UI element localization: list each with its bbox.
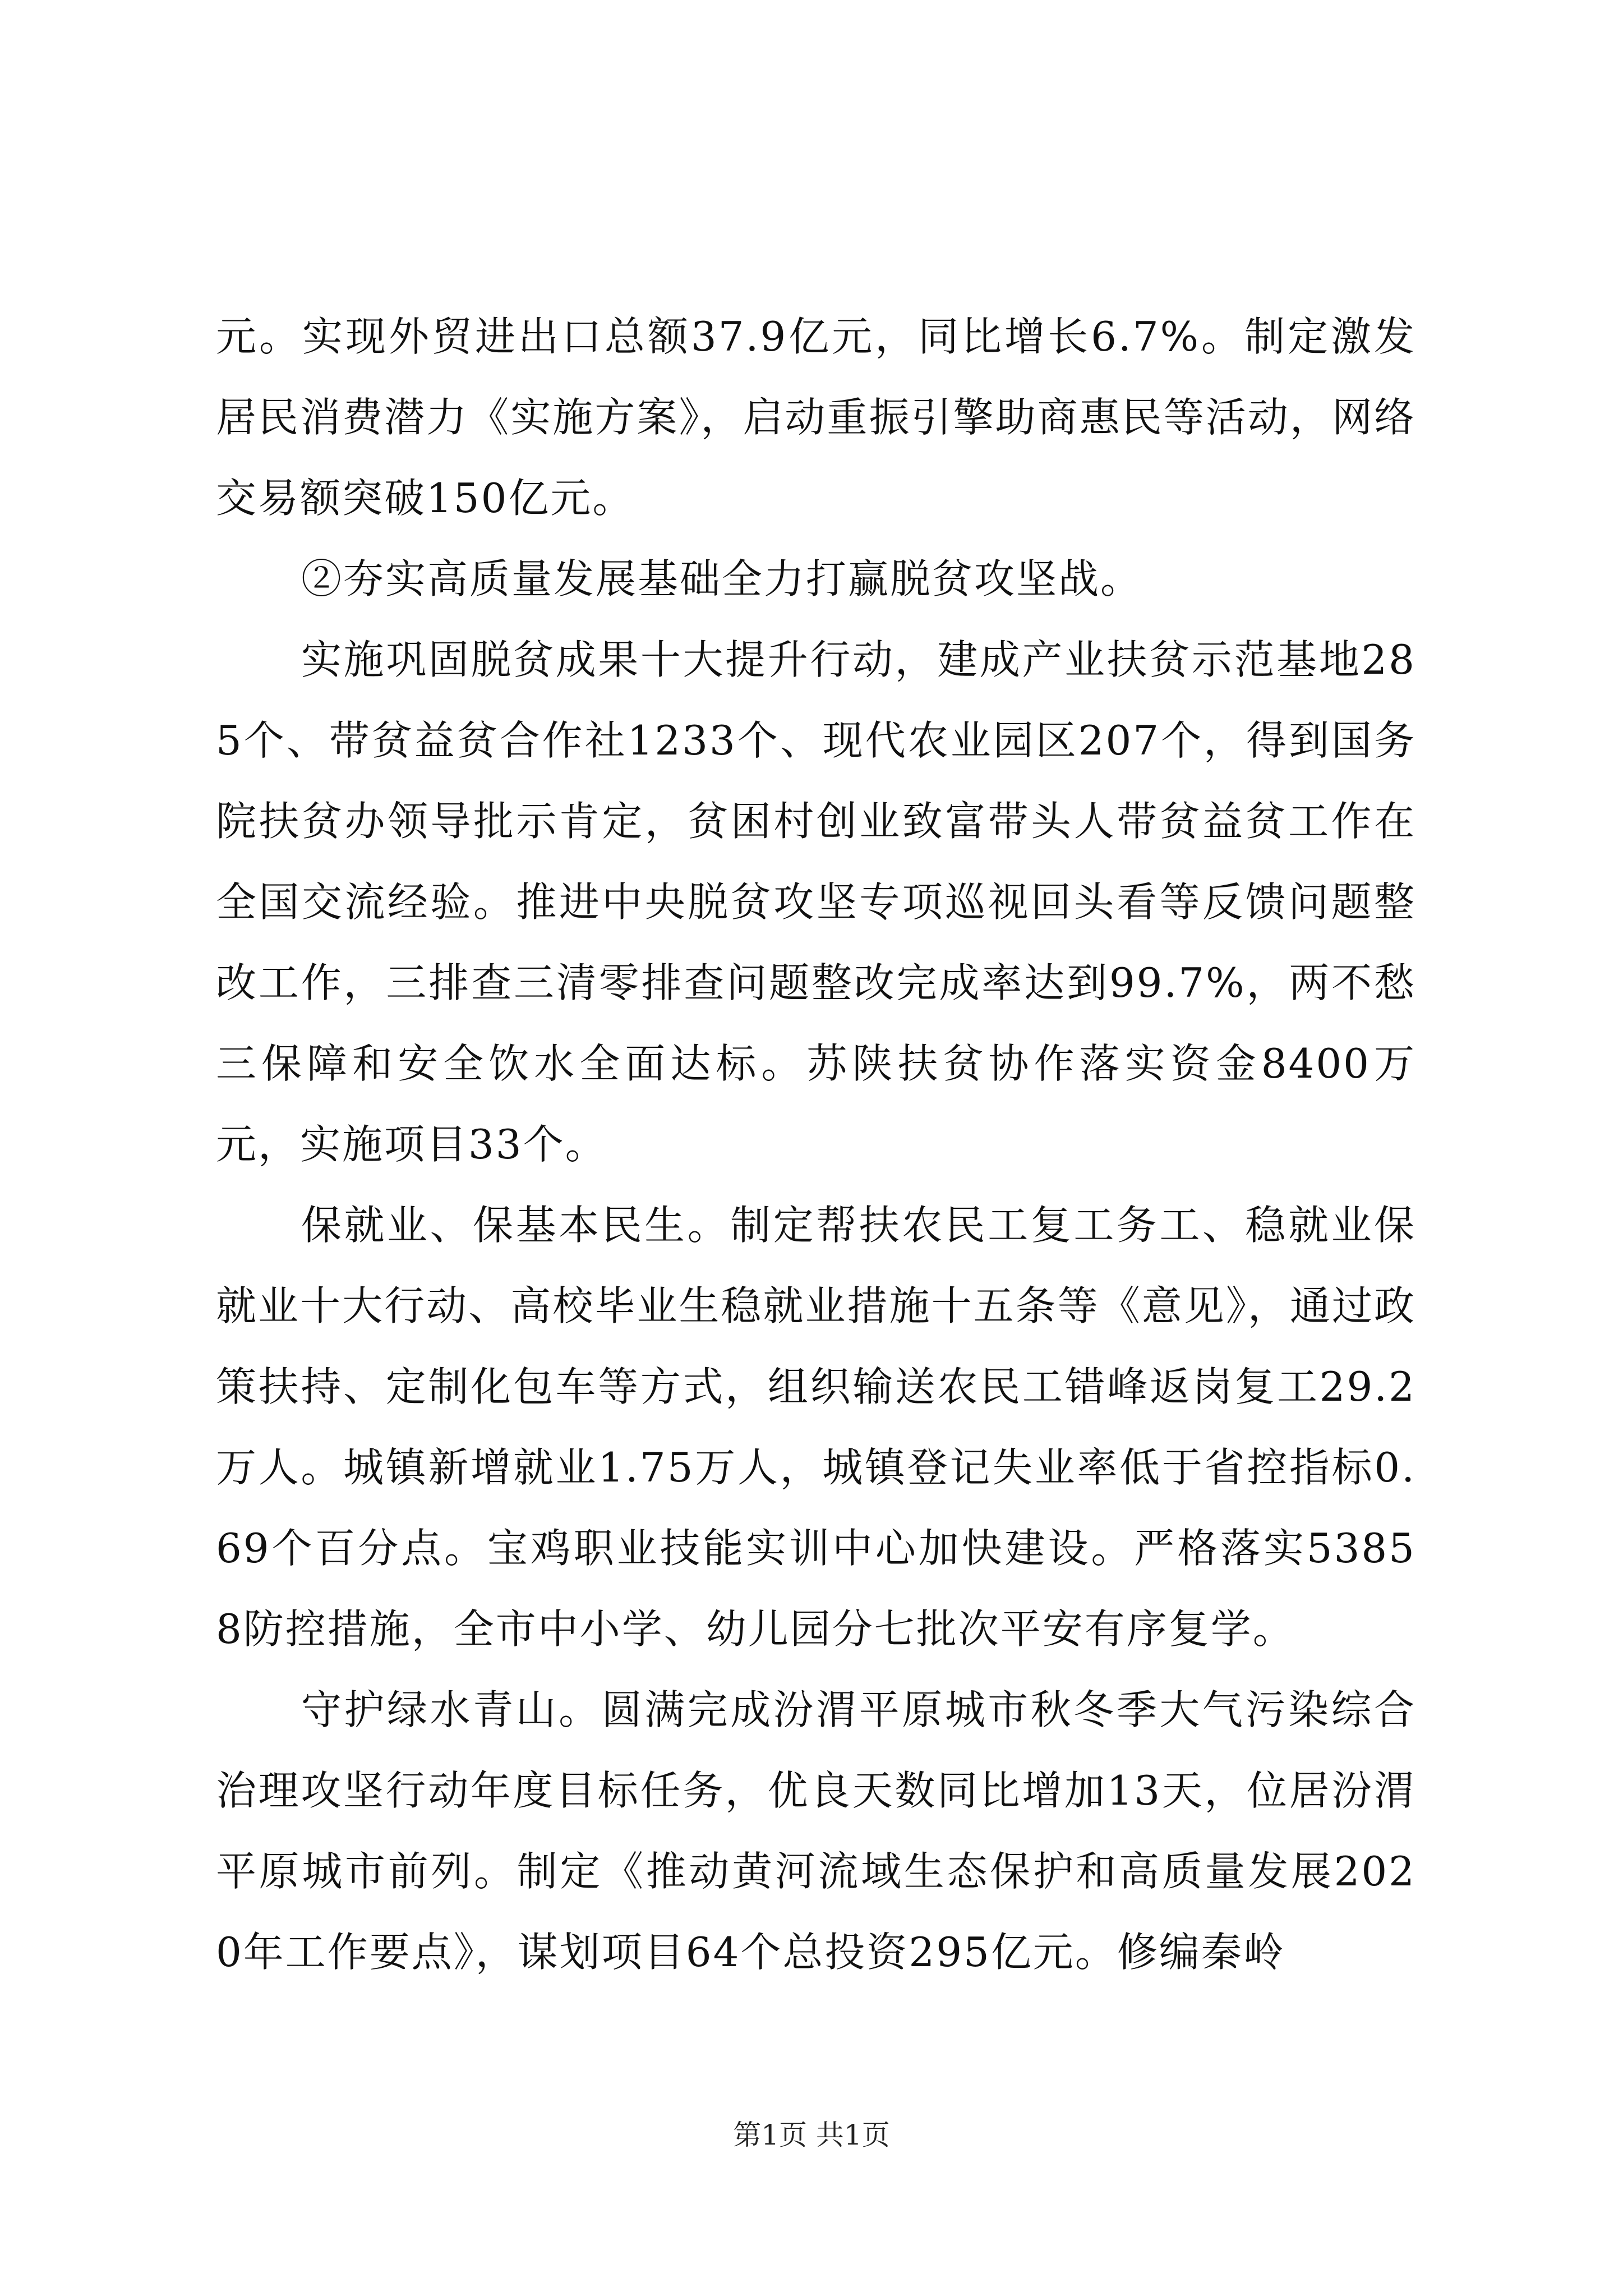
page-number-footer: 第1页 共1页	[733, 2119, 890, 2151]
paragraph-employment: 保就业、保基本民生。制定帮扶农民工复工务工、稳就业保就业十大行动、高校毕业生稳就业措施十五条等《意见》，通过政策扶持、定制化包车等方式，组织输送农民工错峰返岗复工29.2万人。城镇新增就业1.75万人，城镇登记失业率低于省控指标0.69个百分点。宝鸡职业技能实训中心加快建设。严格落实53858防控措施，全市中小学、幼儿园分七批次平安有序复学。	[216, 1202, 1416, 1653]
paragraph-environment: 守护绿水青山。圆满完成汾渭平原城市秋冬季大气污染综合治理攻坚行动年度目标任务，优良天数同比增加13天，位居汾渭平原城市前列。制定《推动黄河流域生态保护和高质量发展2020年工作要点》，谋划项目64个总投资295亿元。修编秦岭	[216, 1686, 1416, 1976]
paragraph-poverty: 实施巩固脱贫成果十大提升行动，建成产业扶贫示范基地285个、带贫益贫合作社1233个、现代农业园区207个，得到国务院扶贫办领导批示肯定，贫困村创业致富带头人带贫益贫工作在全国交流经验。推进中央脱贫攻坚专项巡视回头看等反馈问题整改工作，三排查三清零排查问题整改完成率达到99.7%，两不愁三保障和安全饮水全面达标。苏陕扶贫协作落实资金8400万元，实施项目33个。	[216, 636, 1416, 1168]
paragraph-continuation: 元。实现外贸进出口总额37.9亿元，同比增长6.7%。制定激发居民消费潜力《实施方案》，启动重振引擎助商惠民等活动，网络交易额突破150亿元。	[216, 313, 1416, 522]
section-heading: ②夯实高质量发展基础全力打赢脱贫攻坚战。	[301, 555, 1143, 602]
document-body	[216, 296, 1416, 1993]
